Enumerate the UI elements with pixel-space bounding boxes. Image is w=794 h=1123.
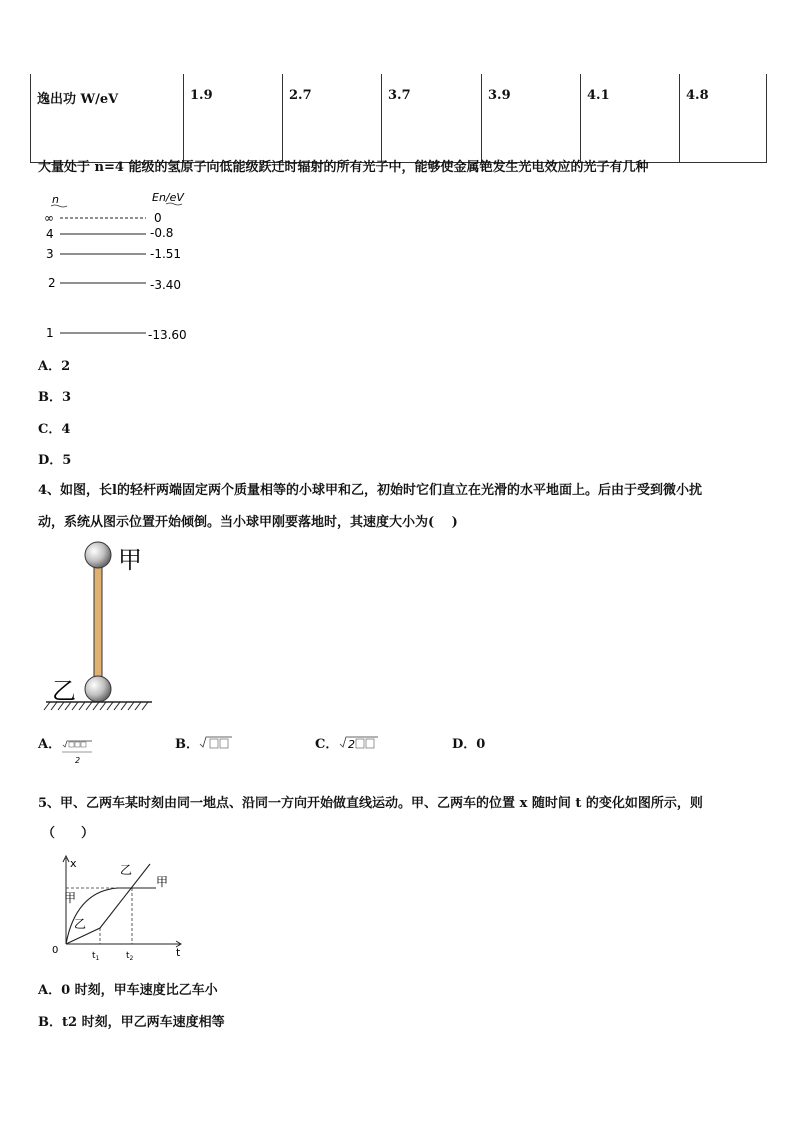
table-header-cell: 逸出功 W/eV (31, 74, 184, 163)
position-time-graph (48, 852, 198, 962)
level-e-label: -1.51 (150, 247, 182, 261)
label-yi-left: 乙 (74, 917, 87, 931)
level-n-label: ∞ (44, 211, 54, 225)
work-function-table (30, 74, 767, 163)
curve-yi (66, 864, 150, 944)
sqrt-formula-image (198, 734, 234, 752)
q4-stem-line2: 动，系统从图示位置开始倾倒。当小球甲刚要落地时，其速度大小为( ) (38, 515, 458, 530)
svg-text:2: 2 (348, 738, 355, 751)
t1-label: $t_1$ (92, 951, 100, 962)
label-jia-left: 甲 (64, 891, 77, 905)
q4-option-d: D．0 (452, 737, 486, 752)
fraction-formula-image (60, 737, 94, 767)
q3-option-c: C．4 (38, 422, 71, 437)
label-jia-right: 甲 (156, 875, 169, 889)
x-axis-label: x (70, 857, 77, 870)
table-cell: 1.9 (184, 74, 283, 163)
e-axis-label: En/eV (152, 191, 184, 204)
q3-option-d: D．5 (38, 453, 72, 468)
q4-option-c: C． (315, 737, 339, 752)
q5-stem-line1: 5、甲、乙两车某时刻由同一地点、沿同一方向开始做直线运动。甲、乙两车的位置 x 随时间 t 的变化如图所示，则 (38, 796, 703, 811)
level-e-label: 0 (154, 211, 162, 225)
level-e-label: -0.8 (150, 226, 174, 240)
q4-option-b: B． (175, 737, 199, 752)
label-yi-top: 乙 (120, 863, 133, 877)
level-n-label: 1 (46, 326, 54, 340)
table-row (31, 74, 767, 163)
q5-stem-line2: （ ） (42, 826, 95, 841)
sqrt-formula-image (338, 734, 380, 752)
table-cell: 4.1 (581, 74, 680, 163)
level-n-label: 4 (46, 227, 54, 241)
q5-option-b: B．t2 时刻，甲乙两车速度相等 (38, 1015, 225, 1030)
wavy-underline (51, 205, 67, 207)
ball-jia (85, 542, 111, 568)
level-e-label: -3.40 (150, 278, 182, 292)
q5-option-a: A．0 时刻，甲车速度比乙车小 (38, 983, 218, 998)
q4-option-a: A． (38, 737, 62, 752)
table-cell: 2.7 (283, 74, 382, 163)
t-axis-label: t (176, 946, 181, 959)
level-n-label: 3 (46, 247, 54, 261)
rod-balls-figure (40, 534, 160, 714)
ball-yi (85, 676, 111, 702)
label-yi: 乙 (52, 677, 76, 705)
level-e-label: -13.60 (148, 328, 187, 342)
light-rod (94, 564, 102, 684)
svg-text:2: 2 (75, 756, 81, 765)
q3-option-b: B．3 (38, 390, 72, 405)
table-cell: 3.7 (382, 74, 482, 163)
level-n-label: 2 (48, 276, 56, 290)
label-jia: 甲 (118, 546, 142, 574)
q3-option-a: A．2 (38, 359, 71, 374)
energy-level-diagram (36, 186, 206, 348)
table-cell: 3.9 (482, 74, 581, 163)
origin-label: 0 (52, 945, 59, 956)
q3-stem: 大量处于 n=4 能级的氢原子向低能级跃迁时辐射的所有光子中，能够使金属铯发生光电效应的光子有几种 (38, 160, 649, 175)
curve-jia (66, 888, 156, 944)
q4-stem-line1: 4、如图，长l的轻杆两端固定两个质量相等的小球甲和乙，初始时它们直立在光滑的水平地面上。后由于受到微小扰 (38, 483, 702, 498)
n-axis-label: n (52, 193, 59, 206)
q4-option-a-formula (60, 737, 94, 769)
t2-label: $t_2$ (126, 951, 134, 962)
table-cell: 4.8 (680, 74, 767, 163)
